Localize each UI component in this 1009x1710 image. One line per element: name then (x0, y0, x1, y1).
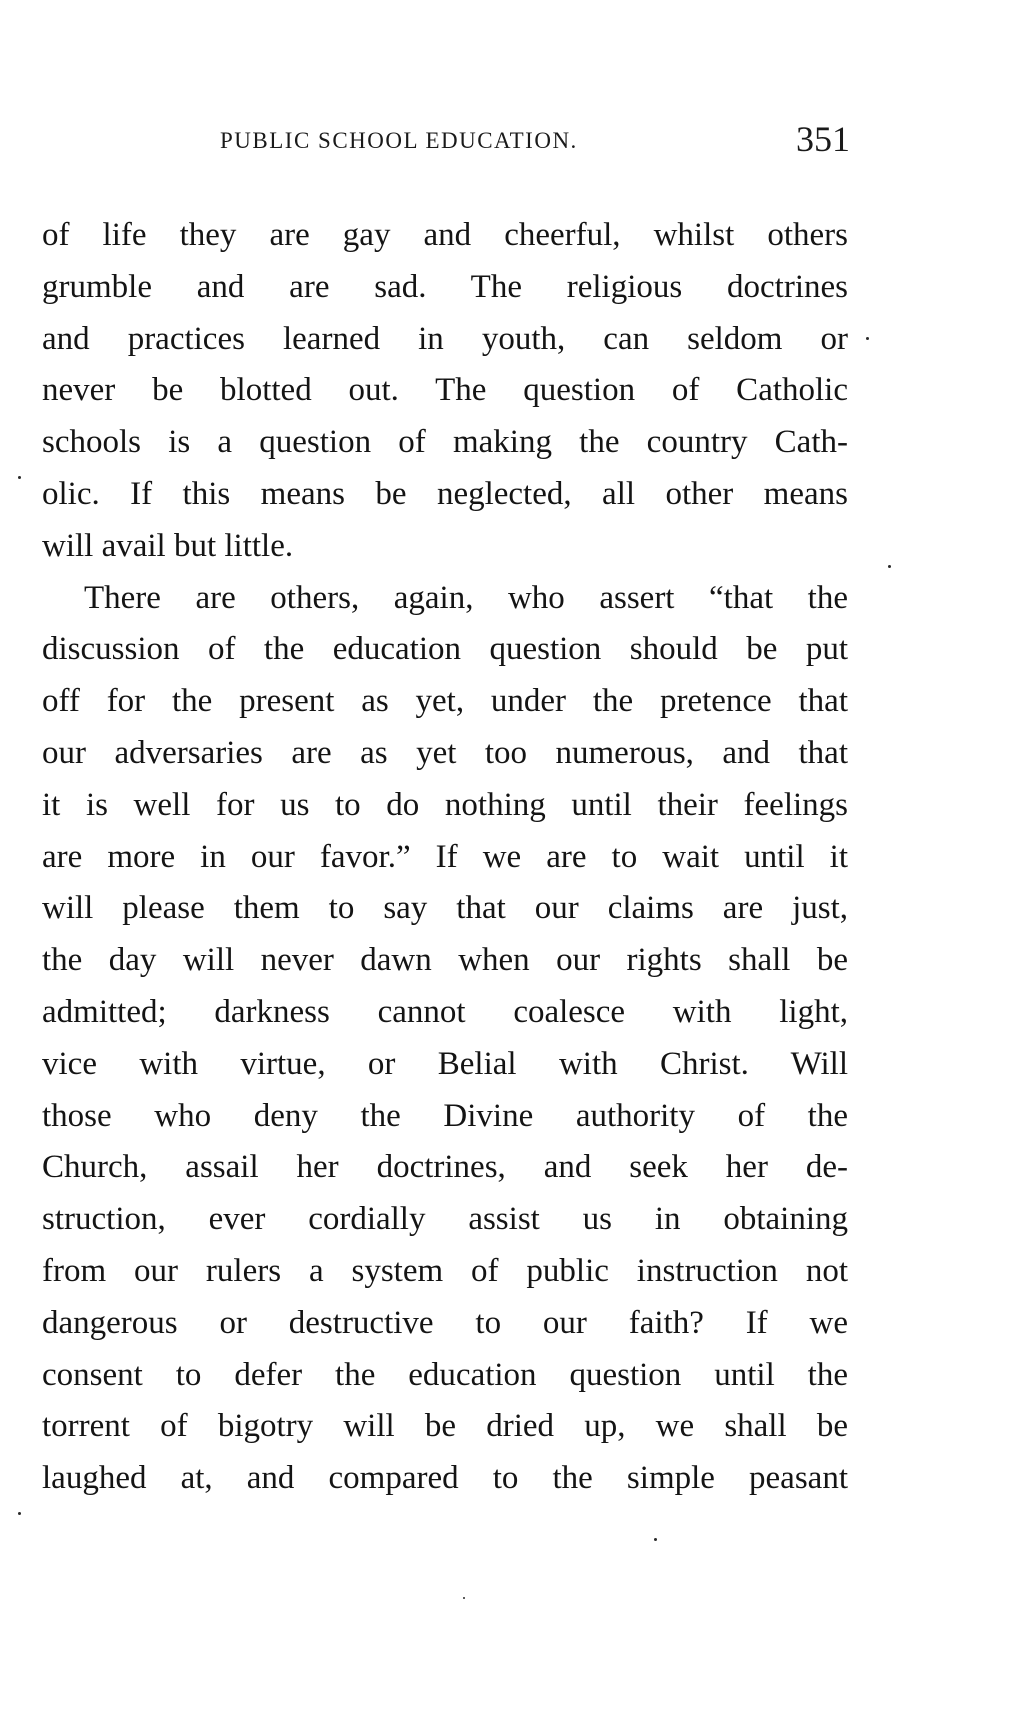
text-line: consent to defer the education question until the (42, 1356, 848, 1393)
text-line: the day will never dawn when our rights shall be (42, 942, 848, 979)
text-line: grumble and are sad. The religious doctrines (42, 268, 848, 305)
text-line: torrent of bigotry will be dried up, we shall be (42, 1408, 848, 1445)
running-head (220, 118, 850, 158)
text-line: our adversaries are as yet too numerous, and that (42, 734, 848, 771)
print-speck (654, 1538, 657, 1541)
text-line: olic. If this means be neglected, all other means (42, 475, 848, 512)
text-line: discussion of the education question should be put (42, 631, 848, 668)
text-line: Church, assail her doctrines, and seek her de- (42, 1149, 848, 1186)
text-line: from our rulers a system of public instruction not (42, 1252, 848, 1289)
text-line: those who deny the Divine authority of the (42, 1097, 848, 1134)
page-number: 351 (796, 119, 850, 159)
body-text (42, 210, 848, 1505)
text-line: of life they are gay and cheerful, whilst others (42, 217, 848, 253)
running-title: PUBLIC SCHOOL EDUCATION. (220, 128, 578, 153)
text-line: schools is a question of making the country Cath- (42, 424, 848, 461)
text-line: are more in our favor.” If we are to wait until it (42, 838, 848, 875)
text-line: laughed at, and compared to the simple peasant (42, 1460, 848, 1497)
text-line: and practices learned in youth, can seldom or (42, 320, 848, 357)
text-line: dangerous or destructive to our faith? If we (42, 1304, 848, 1341)
text-line: never be blotted out. The question of Catholic (42, 372, 848, 409)
text-line: vice with virtue, or Belial with Christ. Will (42, 1045, 848, 1082)
text-line: struction, ever cordially assist us in obtaining (42, 1201, 848, 1238)
text-line: off for the present as yet, under the pretence that (42, 683, 848, 720)
text-line: admitted; darkness cannot coalesce with light, (42, 993, 848, 1030)
text-line: There are others, again, who assert “that the (84, 579, 848, 616)
print-speck (18, 1512, 21, 1515)
print-speck (866, 337, 869, 340)
print-speck (888, 565, 891, 568)
print-speck (463, 1597, 465, 1599)
print-speck (18, 476, 21, 479)
text-line: will please them to say that our claims are just, (42, 890, 848, 927)
text-line: will avail but little. (42, 527, 294, 564)
paragraph (42, 210, 848, 573)
text-line: it is well for us to do nothing until their feelings (42, 786, 848, 823)
paragraph (42, 573, 848, 1505)
